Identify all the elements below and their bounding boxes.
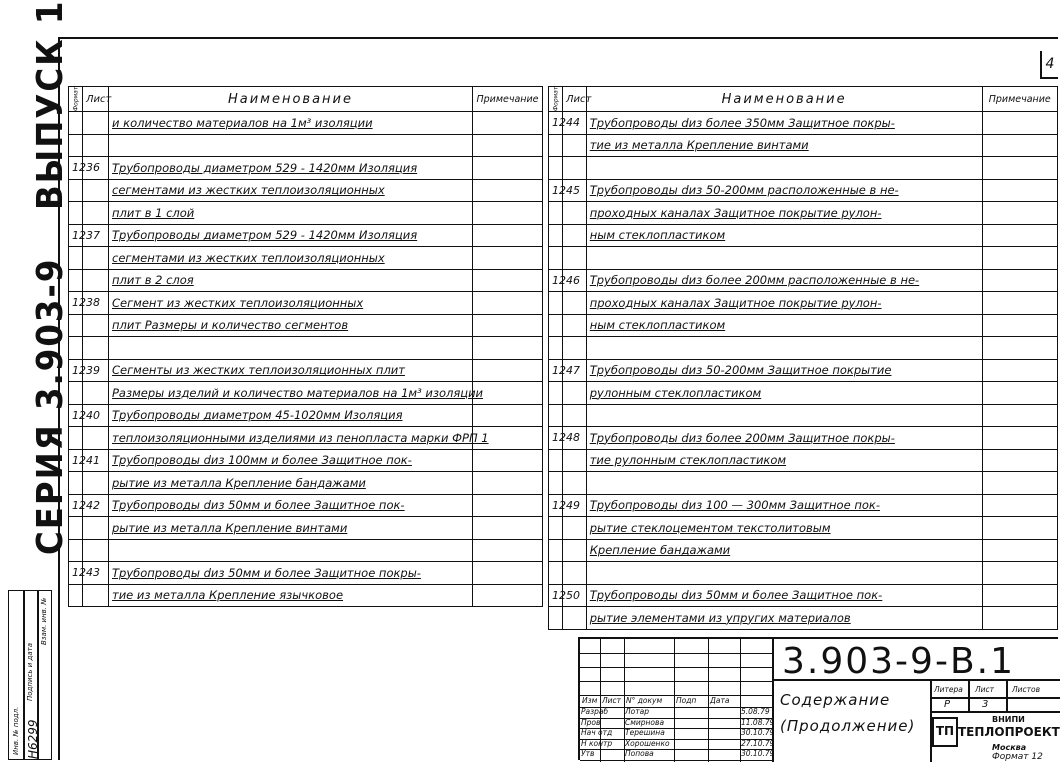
table-row bbox=[549, 607, 1058, 630]
row-name: Крепление бандажами bbox=[586, 539, 982, 562]
table-row bbox=[69, 269, 543, 292]
row-sheet bbox=[83, 517, 109, 540]
table-row bbox=[549, 404, 1058, 427]
row-note bbox=[473, 157, 543, 180]
row-name bbox=[109, 337, 473, 360]
stamp-role: Утв bbox=[581, 749, 595, 758]
stamp-role: Разраб bbox=[581, 707, 609, 716]
table-row bbox=[549, 539, 1058, 562]
stamp-role: Нач отд bbox=[581, 728, 613, 737]
table-row bbox=[69, 157, 543, 180]
row-sheet bbox=[83, 269, 109, 292]
row-sheet bbox=[83, 382, 109, 405]
row-note bbox=[982, 157, 1058, 180]
row-format bbox=[69, 269, 83, 292]
row-name: Трубопроводы dиз 50мм и более Защитное пок- bbox=[586, 584, 982, 607]
stamp-date: 27.10.79 bbox=[741, 738, 775, 748]
table-row bbox=[549, 494, 1058, 517]
document-number: 3.903-9-В.1 bbox=[782, 641, 1015, 682]
row-format bbox=[549, 134, 563, 157]
table-row bbox=[69, 427, 543, 450]
row-note bbox=[982, 562, 1058, 585]
row-format: 12 bbox=[69, 224, 83, 247]
row-note bbox=[473, 337, 543, 360]
row-format bbox=[549, 247, 563, 270]
row-format: 12 bbox=[549, 427, 563, 450]
table-row bbox=[69, 494, 543, 517]
row-format bbox=[69, 314, 83, 337]
row-note bbox=[982, 584, 1058, 607]
table-row bbox=[549, 314, 1058, 337]
table-row bbox=[69, 517, 543, 540]
row-sheet: 46 bbox=[563, 269, 587, 292]
row-format: 12 bbox=[549, 494, 563, 517]
row-name: Трубопроводы dиз 50-200мм расположенные в не- bbox=[586, 179, 982, 202]
stamp-col-header: Изм bbox=[582, 696, 598, 705]
row-note bbox=[473, 314, 543, 337]
row-note bbox=[982, 292, 1058, 315]
stage-label: Литера bbox=[934, 685, 963, 694]
row-name bbox=[586, 404, 982, 427]
stamp-col-header: Подп bbox=[676, 696, 697, 705]
row-format: 12 bbox=[549, 179, 563, 202]
row-note bbox=[982, 224, 1058, 247]
row-sheet bbox=[83, 202, 109, 225]
sheet-title: Содержание bbox=[780, 691, 891, 709]
row-name: плит в 2 слоя bbox=[109, 269, 473, 292]
row-format bbox=[69, 134, 83, 157]
table-row bbox=[69, 202, 543, 225]
table-row bbox=[69, 292, 543, 315]
row-sheet bbox=[563, 382, 587, 405]
table-row bbox=[69, 449, 543, 472]
table-row bbox=[549, 584, 1058, 607]
page-number: 4 bbox=[1040, 51, 1058, 79]
stamp-col-header: N° докум bbox=[626, 696, 663, 705]
row-note bbox=[982, 517, 1058, 540]
row-sheet bbox=[563, 157, 587, 180]
row-sheet bbox=[563, 247, 587, 270]
sheet-label: Лист bbox=[975, 685, 995, 694]
row-format bbox=[549, 292, 563, 315]
row-note bbox=[473, 112, 543, 135]
table-row bbox=[69, 224, 543, 247]
row-name bbox=[109, 539, 473, 562]
stamp-date: 30.10.79 bbox=[741, 749, 775, 758]
row-sheet: 50 bbox=[563, 584, 587, 607]
row-name: Трубопроводы диаметром 529 - 1420мм Изоляция bbox=[109, 224, 473, 247]
row-format bbox=[549, 382, 563, 405]
row-note bbox=[473, 404, 543, 427]
row-name: Сегменты из жестких теплоизоляционных плит bbox=[109, 359, 473, 382]
row-format bbox=[549, 472, 563, 495]
row-format: 12 bbox=[69, 494, 83, 517]
stamp-col-header: Лист bbox=[602, 696, 622, 705]
row-format bbox=[549, 607, 563, 630]
header-name: Наименование bbox=[586, 87, 982, 112]
row-sheet bbox=[563, 314, 587, 337]
row-sheet bbox=[563, 562, 587, 585]
org-city: Москва bbox=[992, 743, 1027, 752]
row-format bbox=[549, 539, 563, 562]
row-note bbox=[473, 584, 543, 607]
row-sheet: 42 bbox=[83, 494, 109, 517]
row-name bbox=[586, 472, 982, 495]
row-format bbox=[549, 224, 563, 247]
table-row bbox=[549, 427, 1058, 450]
row-sheet bbox=[83, 314, 109, 337]
row-sheet: 43 bbox=[83, 562, 109, 585]
row-note bbox=[982, 449, 1058, 472]
row-note bbox=[982, 247, 1058, 270]
row-format: 12 bbox=[549, 584, 563, 607]
table-row bbox=[69, 314, 543, 337]
row-format bbox=[69, 584, 83, 607]
row-sheet bbox=[563, 449, 587, 472]
row-note bbox=[473, 224, 543, 247]
row-note bbox=[473, 292, 543, 315]
table-row bbox=[549, 517, 1058, 540]
row-name: Трубопроводы dиз 50-200мм Защитное покрытие bbox=[586, 359, 982, 382]
row-name: теплоизоляционными изделиями из пенопласта марки ФРП 1 bbox=[109, 427, 473, 450]
table-row bbox=[549, 382, 1058, 405]
row-name: рытие из металла Крепление винтами bbox=[109, 517, 473, 540]
row-name: проходных каналах Защитное покрытие рулон- bbox=[586, 202, 982, 225]
table-row bbox=[549, 269, 1058, 292]
table-row bbox=[549, 247, 1058, 270]
row-note bbox=[982, 202, 1058, 225]
teploproekt-logo-icon: ТП bbox=[932, 717, 958, 747]
row-note bbox=[982, 427, 1058, 450]
header-sheet: Лист bbox=[83, 87, 109, 112]
contents-table-right bbox=[548, 86, 1058, 630]
inventory-number: Н6299 bbox=[26, 719, 40, 759]
stamp-date: 30.10.79 bbox=[741, 728, 775, 737]
row-sheet bbox=[563, 202, 587, 225]
row-format bbox=[69, 382, 83, 405]
row-sheet bbox=[83, 112, 109, 135]
org-prefix: ВНИПИ bbox=[992, 715, 1025, 724]
row-format: 12 bbox=[69, 562, 83, 585]
row-note bbox=[982, 112, 1058, 135]
row-format bbox=[549, 404, 563, 427]
row-name: проходных каналах Защитное покрытие рулон- bbox=[586, 292, 982, 315]
row-name: рытие элементами из упругих материалов bbox=[586, 607, 982, 630]
title-block bbox=[578, 637, 1058, 760]
row-format: 12 bbox=[69, 157, 83, 180]
row-name: ным стеклопластиком bbox=[586, 314, 982, 337]
row-note bbox=[473, 539, 543, 562]
table-row bbox=[69, 179, 543, 202]
org-name: ТЕПЛОПРОЕКТ bbox=[958, 725, 1060, 739]
row-format: 12 bbox=[549, 359, 563, 382]
table-row bbox=[549, 472, 1058, 495]
table-row bbox=[69, 112, 543, 135]
row-sheet: 48 bbox=[563, 427, 587, 450]
table-row bbox=[549, 157, 1058, 180]
row-format bbox=[549, 202, 563, 225]
row-format bbox=[69, 179, 83, 202]
sheet-value: 3 bbox=[982, 699, 989, 710]
row-format: 12 bbox=[69, 449, 83, 472]
row-sheet bbox=[563, 404, 587, 427]
row-name: плит в 1 слой bbox=[109, 202, 473, 225]
contents-table-left bbox=[68, 86, 543, 607]
issue-title: ВЫПУСК 1 bbox=[30, 0, 71, 210]
row-name: Размеры изделий и количество материалов на 1м³ изоляции bbox=[109, 382, 473, 405]
stamp-col-header: Дата bbox=[710, 696, 730, 705]
row-sheet: 45 bbox=[563, 179, 587, 202]
row-format bbox=[69, 517, 83, 540]
row-note bbox=[982, 382, 1058, 405]
table-row bbox=[69, 539, 543, 562]
table-row bbox=[549, 202, 1058, 225]
table-row bbox=[549, 449, 1058, 472]
row-note bbox=[473, 202, 543, 225]
row-sheet bbox=[83, 134, 109, 157]
row-name bbox=[586, 562, 982, 585]
row-name: Трубопроводы dиз 100 — 300мм Защитное пок- bbox=[586, 494, 982, 517]
table-row bbox=[69, 134, 543, 157]
row-name: и количество материалов на 1м³ изоляции bbox=[109, 112, 473, 135]
stamp-name: Лотар bbox=[625, 707, 649, 716]
row-sheet: 38 bbox=[83, 292, 109, 315]
row-name: Трубопроводы dиз более 200мм расположенные в не- bbox=[586, 269, 982, 292]
series-title: СЕРИЯ 3.903-9 bbox=[30, 257, 71, 555]
header-note: Примечание bbox=[982, 87, 1058, 112]
table-header bbox=[69, 87, 543, 112]
row-sheet bbox=[563, 134, 587, 157]
row-format: 12 bbox=[549, 112, 563, 135]
row-sheet: 36 bbox=[83, 157, 109, 180]
header-format: Формат bbox=[549, 87, 563, 112]
row-note bbox=[473, 247, 543, 270]
row-name: сегментами из жестких теплоизоляционных bbox=[109, 179, 473, 202]
row-note bbox=[982, 494, 1058, 517]
registry-label-sign: Подпись и дата bbox=[26, 643, 34, 701]
row-sheet: 47 bbox=[563, 359, 587, 382]
row-name: сегментами из жестких теплоизоляционных bbox=[109, 247, 473, 270]
registry-label-replace: Взам. инв. № bbox=[40, 597, 48, 645]
row-sheet bbox=[83, 584, 109, 607]
registry-strip bbox=[8, 590, 52, 760]
table-row bbox=[69, 382, 543, 405]
header-format: Формат bbox=[69, 87, 83, 112]
row-note bbox=[473, 472, 543, 495]
header-note: Примечание bbox=[473, 87, 543, 112]
row-name bbox=[586, 337, 982, 360]
row-sheet: 41 bbox=[83, 449, 109, 472]
row-note bbox=[473, 449, 543, 472]
row-name: Трубопроводы dиз более 350мм Защитное покры- bbox=[586, 112, 982, 135]
table-row bbox=[549, 562, 1058, 585]
table-row bbox=[549, 337, 1058, 360]
stage-value: Р bbox=[944, 699, 951, 710]
row-format bbox=[69, 247, 83, 270]
table-row bbox=[69, 337, 543, 360]
table-row bbox=[69, 472, 543, 495]
row-format bbox=[549, 337, 563, 360]
row-format: 12 bbox=[69, 359, 83, 382]
table-row bbox=[549, 112, 1058, 135]
row-name: тие из металла Крепление винтами bbox=[586, 134, 982, 157]
stamp-name: Терешина bbox=[625, 728, 665, 737]
row-sheet: 44 bbox=[563, 112, 587, 135]
row-name: Трубопроводы dиз 50мм и более Защитное пок- bbox=[109, 494, 473, 517]
row-note bbox=[982, 179, 1058, 202]
row-format bbox=[549, 562, 563, 585]
table-row bbox=[549, 359, 1058, 382]
row-note bbox=[982, 607, 1058, 630]
row-sheet: 37 bbox=[83, 224, 109, 247]
row-note bbox=[982, 359, 1058, 382]
row-name: рытие из металла Крепление бандажами bbox=[109, 472, 473, 495]
row-sheet: 49 bbox=[563, 494, 587, 517]
stamp-role: Пров bbox=[581, 717, 601, 727]
row-name: Трубопроводы dиз 50мм и более Защитное покры- bbox=[109, 562, 473, 585]
row-note bbox=[982, 539, 1058, 562]
row-name: рытие стеклоцементом текстолитовым bbox=[586, 517, 982, 540]
table-row bbox=[549, 134, 1058, 157]
row-sheet bbox=[563, 292, 587, 315]
row-name bbox=[586, 157, 982, 180]
row-sheet bbox=[563, 517, 587, 540]
row-format bbox=[69, 112, 83, 135]
row-sheet bbox=[83, 337, 109, 360]
table-header bbox=[549, 87, 1058, 112]
row-sheet bbox=[563, 539, 587, 562]
row-note bbox=[473, 382, 543, 405]
table-row bbox=[69, 247, 543, 270]
row-note bbox=[473, 494, 543, 517]
row-note bbox=[473, 359, 543, 382]
table-row bbox=[69, 562, 543, 585]
row-sheet bbox=[83, 472, 109, 495]
row-name bbox=[586, 247, 982, 270]
stamp-name: Хорошенко bbox=[625, 738, 670, 748]
sheet-subtitle: (Продолжение) bbox=[780, 717, 916, 735]
row-sheet: 39 bbox=[83, 359, 109, 382]
row-sheet bbox=[83, 179, 109, 202]
row-name: Трубопроводы диаметром 529 - 1420мм Изоляция bbox=[109, 157, 473, 180]
stamp-name: Попова bbox=[625, 749, 654, 758]
row-format bbox=[549, 517, 563, 540]
row-sheet bbox=[83, 539, 109, 562]
row-note bbox=[982, 134, 1058, 157]
table-row bbox=[69, 359, 543, 382]
row-name: рулонным стеклопластиком bbox=[586, 382, 982, 405]
row-sheet bbox=[83, 427, 109, 450]
row-name: Трубопроводы dиз 100мм и более Защитное пок- bbox=[109, 449, 473, 472]
header-sheet: Лист bbox=[563, 87, 587, 112]
row-format bbox=[549, 157, 563, 180]
row-note bbox=[473, 562, 543, 585]
row-name: тие из металла Крепление язычковое bbox=[109, 584, 473, 607]
row-format: 12 bbox=[69, 404, 83, 427]
row-note bbox=[982, 314, 1058, 337]
registry-label-inv: Инв. № подл. bbox=[12, 706, 20, 755]
sheets-label: Листов bbox=[1012, 685, 1041, 694]
row-name: Сегмент из жестких теплоизоляционных bbox=[109, 292, 473, 315]
table-row bbox=[69, 404, 543, 427]
row-note bbox=[982, 269, 1058, 292]
row-sheet bbox=[563, 472, 587, 495]
row-format bbox=[69, 427, 83, 450]
row-sheet: 40 bbox=[83, 404, 109, 427]
row-name: тие рулонным стеклопластиком bbox=[586, 449, 982, 472]
row-sheet bbox=[83, 247, 109, 270]
row-format bbox=[69, 337, 83, 360]
row-note bbox=[473, 179, 543, 202]
row-sheet bbox=[563, 224, 587, 247]
row-note bbox=[982, 404, 1058, 427]
stamp-date: 11.08.79 bbox=[741, 717, 775, 727]
table-row bbox=[549, 292, 1058, 315]
row-note bbox=[473, 134, 543, 157]
row-sheet bbox=[563, 337, 587, 360]
row-format bbox=[69, 472, 83, 495]
row-format bbox=[69, 202, 83, 225]
row-name bbox=[109, 134, 473, 157]
header-name: Наименование bbox=[109, 87, 473, 112]
row-note bbox=[982, 337, 1058, 360]
row-name: ным стеклопластиком bbox=[586, 224, 982, 247]
row-format bbox=[549, 449, 563, 472]
stamp-name: Смирнова bbox=[625, 717, 665, 727]
stamp-role: Н контр bbox=[581, 738, 613, 748]
row-name: плит Размеры и количество сегментов bbox=[109, 314, 473, 337]
row-format: 12 bbox=[549, 269, 563, 292]
table-row bbox=[549, 224, 1058, 247]
row-name: Трубопроводы dиз более 200мм Защитное покры- bbox=[586, 427, 982, 450]
row-format bbox=[549, 314, 563, 337]
format-label: Формат 12 bbox=[992, 752, 1043, 762]
row-note bbox=[982, 472, 1058, 495]
stamp-date: 5.08.79 bbox=[741, 707, 770, 716]
row-note bbox=[473, 517, 543, 540]
row-sheet bbox=[563, 607, 587, 630]
row-name: Трубопроводы диаметром 45-1020мм Изоляция bbox=[109, 404, 473, 427]
row-note bbox=[473, 269, 543, 292]
row-format: 12 bbox=[69, 292, 83, 315]
table-row bbox=[549, 179, 1058, 202]
row-format bbox=[69, 539, 83, 562]
table-row bbox=[69, 584, 543, 607]
